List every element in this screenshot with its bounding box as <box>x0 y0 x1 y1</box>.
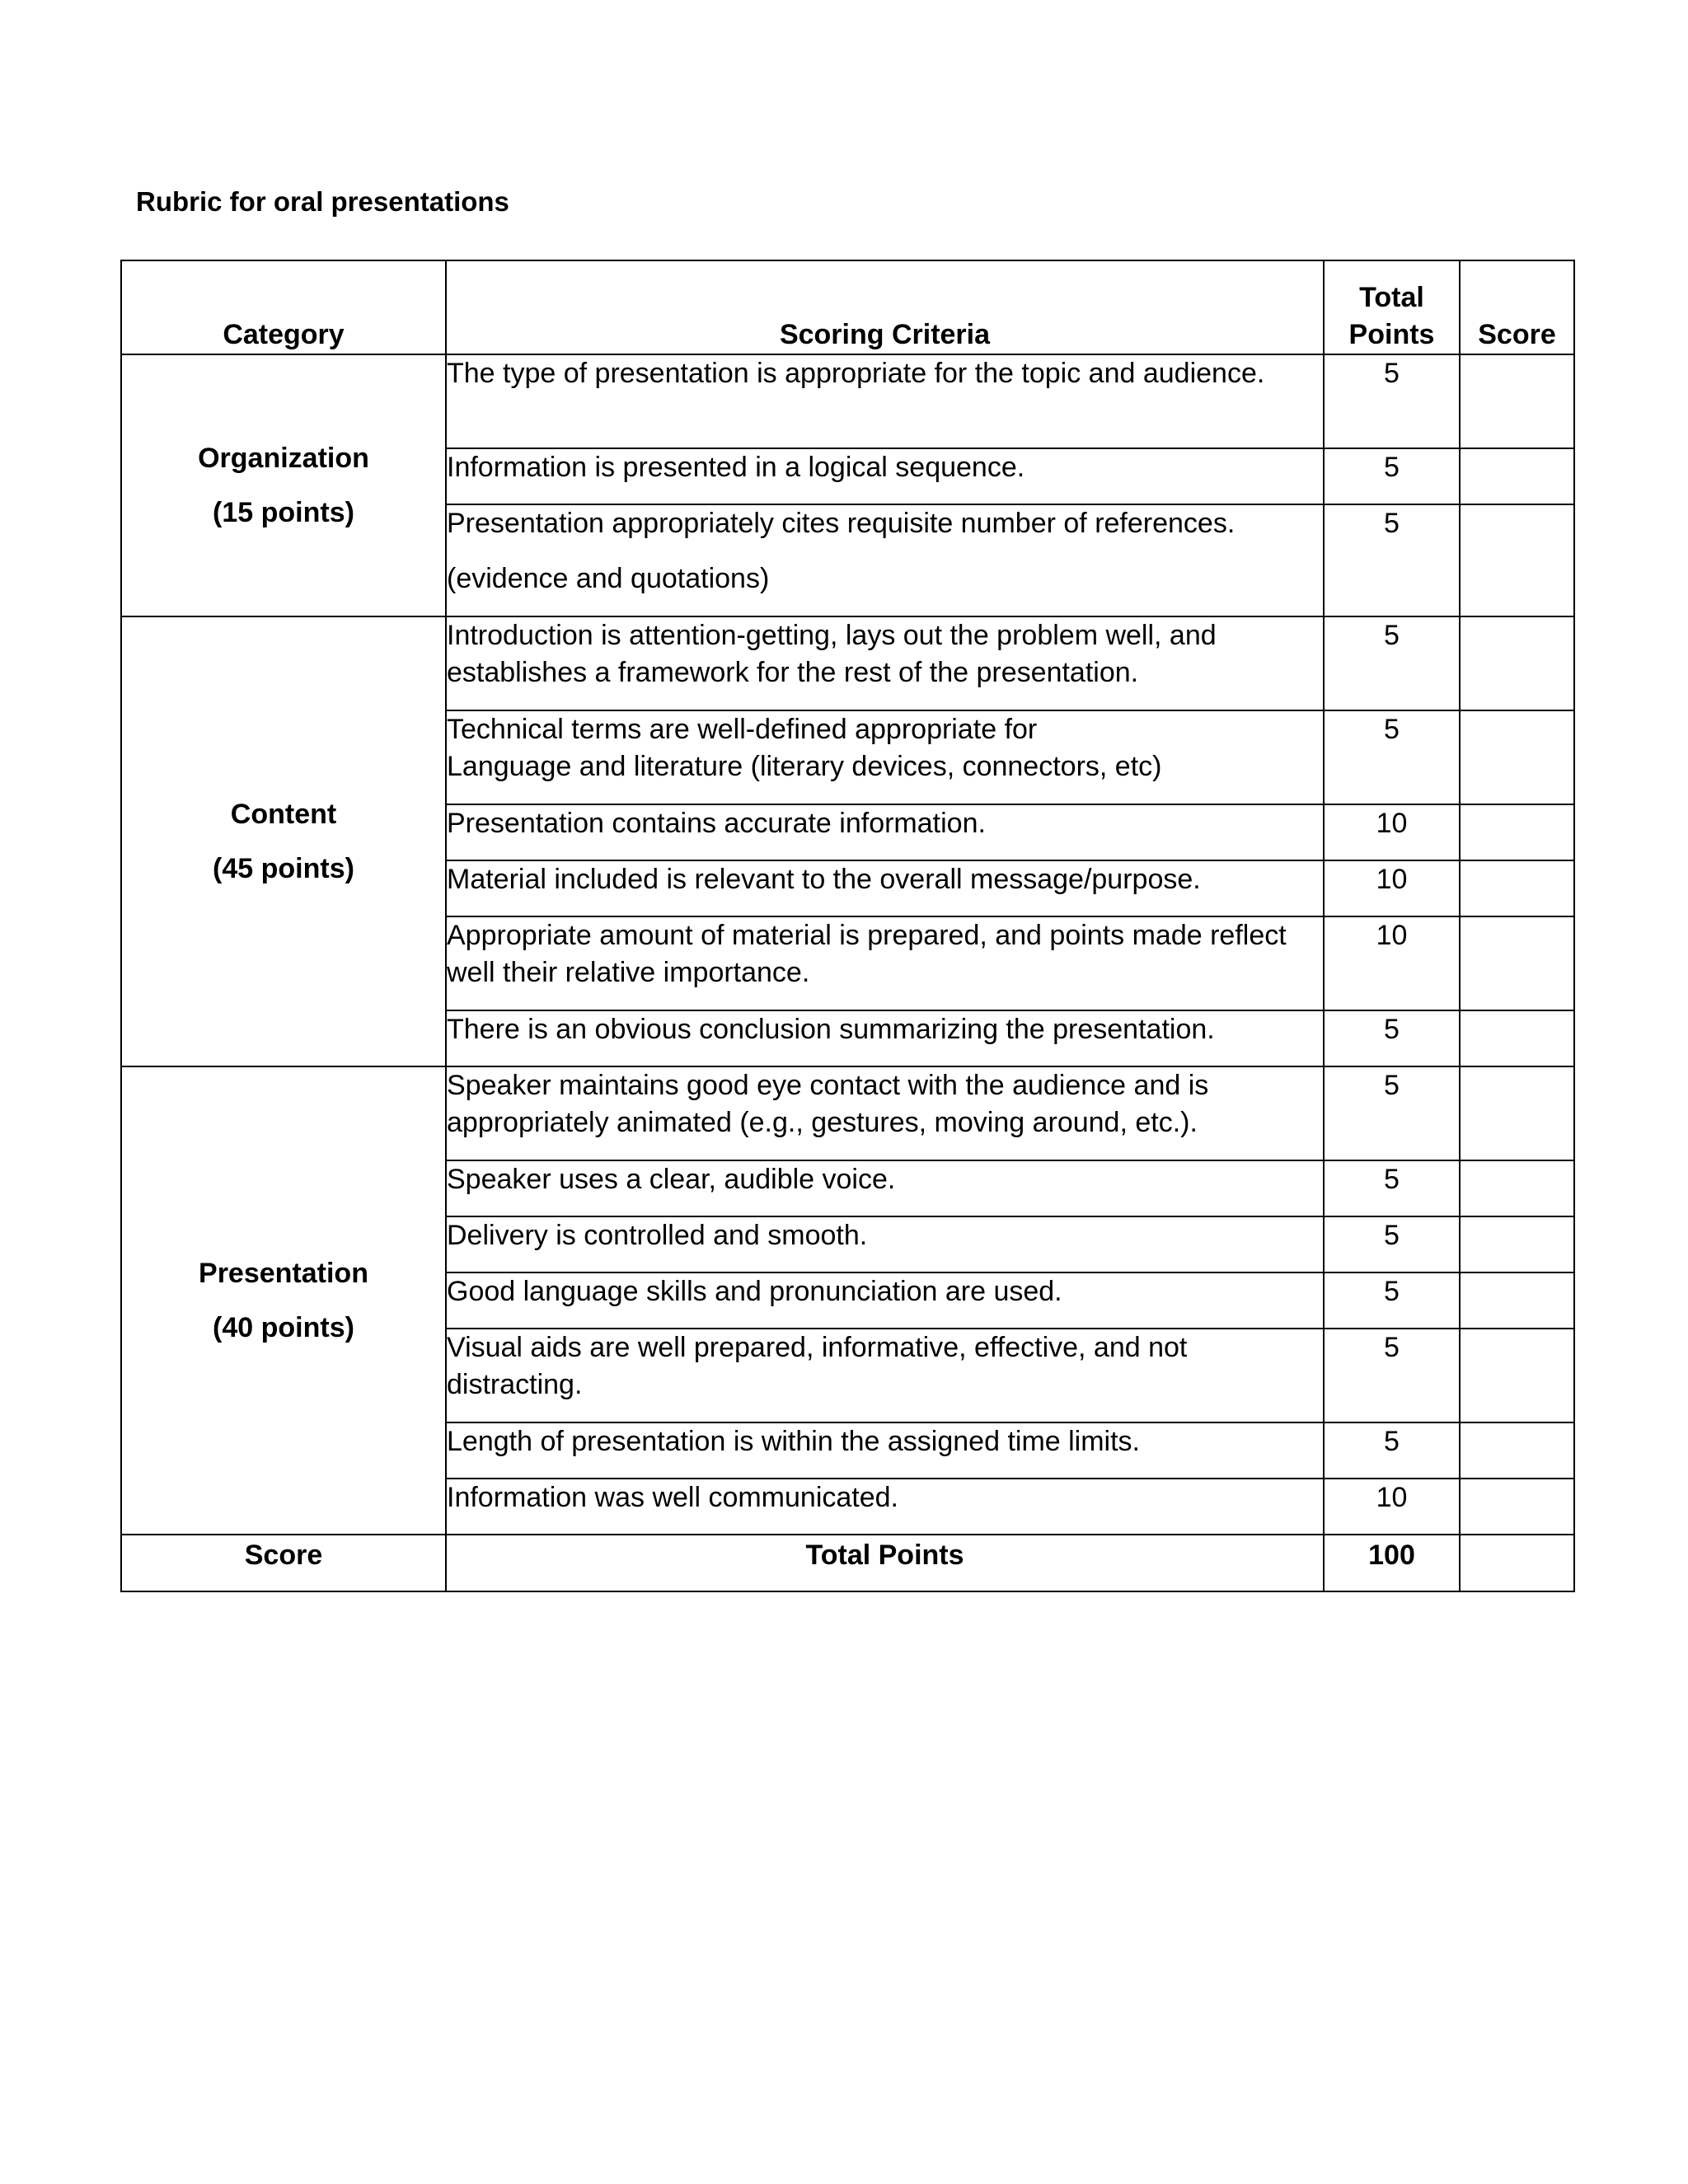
total-score-cell[interactable] <box>1460 1535 1574 1591</box>
points-cell: 10 <box>1324 804 1460 860</box>
header-score: Score <box>1460 260 1574 354</box>
score-cell[interactable] <box>1460 1329 1574 1422</box>
criteria-cell <box>446 504 1324 616</box>
points-cell: 5 <box>1324 448 1460 504</box>
table-row <box>121 616 1574 710</box>
criteria-cell: The type of presentation is appropriate for the topic and audience. <box>446 354 1324 448</box>
category-points: (40 points) <box>213 1312 354 1343</box>
header-row <box>121 260 1574 354</box>
header-total-points-line2: Points <box>1348 319 1435 350</box>
criteria-cell: Material included is relevant to the overall message/purpose. <box>446 860 1324 916</box>
points-cell: 5 <box>1324 1216 1460 1272</box>
score-cell[interactable] <box>1460 354 1574 448</box>
criteria-cell: Speaker maintains good eye contact with the audience and is appropriately animated (e.g., gestures, moving around, etc.). <box>446 1066 1324 1160</box>
score-cell[interactable] <box>1460 1160 1574 1216</box>
score-cell[interactable] <box>1460 916 1574 1010</box>
criteria-note: (evidence and quotations) <box>447 563 770 594</box>
category-presentation <box>121 1066 446 1535</box>
points-cell: 10 <box>1324 860 1460 916</box>
score-cell[interactable] <box>1460 710 1574 804</box>
header-scoring-criteria: Scoring Criteria <box>446 260 1324 354</box>
category-points: (45 points) <box>213 853 354 884</box>
criteria-text-line1: Technical terms are well-defined appropriate for <box>447 714 1038 745</box>
criteria-cell: Information was well communicated. <box>446 1479 1324 1535</box>
points-cell: 10 <box>1324 1479 1460 1535</box>
points-cell: 5 <box>1324 1272 1460 1329</box>
criteria-cell: Speaker uses a clear, audible voice. <box>446 1160 1324 1216</box>
score-cell[interactable] <box>1460 860 1574 916</box>
points-cell: 5 <box>1324 1066 1460 1160</box>
score-cell[interactable] <box>1460 616 1574 710</box>
points-cell: 5 <box>1324 616 1460 710</box>
points-cell: 5 <box>1324 710 1460 804</box>
points-cell: 5 <box>1324 354 1460 448</box>
score-cell[interactable] <box>1460 1066 1574 1160</box>
category-name: Organization <box>198 443 369 474</box>
score-cell[interactable] <box>1460 1216 1574 1272</box>
document-title: Rubric for oral presentations <box>136 186 509 217</box>
criteria-text: Presentation appropriately cites requisite number of references. <box>447 508 1236 539</box>
rubric-table <box>120 260 1575 1592</box>
criteria-cell: Appropriate amount of material is prepared, and points made reflect well their relative importance. <box>446 916 1324 1010</box>
category-points: (15 points) <box>213 497 354 528</box>
score-cell[interactable] <box>1460 504 1574 616</box>
points-cell: 5 <box>1324 1422 1460 1479</box>
criteria-cell: Information is presented in a logical sequence. <box>446 448 1324 504</box>
points-cell: 5 <box>1324 1160 1460 1216</box>
points-cell: 5 <box>1324 504 1460 616</box>
footer-total-value: 100 <box>1324 1535 1460 1591</box>
points-cell: 10 <box>1324 916 1460 1010</box>
criteria-cell: Visual aids are well prepared, informative, effective, and not distracting. <box>446 1329 1324 1422</box>
criteria-text-line2: Language and literature (literary devices, connectors, etc) <box>447 751 1162 782</box>
criteria-cell: Introduction is attention-getting, lays out the problem well, and establishes a framework for the rest of the presentation. <box>446 616 1324 710</box>
footer-score-label: Score <box>121 1535 446 1591</box>
category-organization <box>121 354 446 616</box>
score-cell[interactable] <box>1460 1479 1574 1535</box>
points-cell: 5 <box>1324 1010 1460 1066</box>
criteria-cell: Length of presentation is within the assigned time limits. <box>446 1422 1324 1479</box>
score-cell[interactable] <box>1460 1422 1574 1479</box>
category-name: Presentation <box>199 1258 368 1289</box>
category-name: Content <box>230 799 337 830</box>
score-cell[interactable] <box>1460 1272 1574 1329</box>
header-total-points <box>1324 260 1460 354</box>
total-row <box>121 1535 1574 1591</box>
table-row <box>121 354 1574 448</box>
header-total-points-line1: Total <box>1359 282 1424 313</box>
score-cell[interactable] <box>1460 448 1574 504</box>
score-cell[interactable] <box>1460 1010 1574 1066</box>
criteria-cell: There is an obvious conclusion summarizing the presentation. <box>446 1010 1324 1066</box>
points-cell: 5 <box>1324 1329 1460 1422</box>
category-content <box>121 616 446 1066</box>
header-category: Category <box>121 260 446 354</box>
criteria-cell <box>446 710 1324 804</box>
footer-total-points-label: Total Points <box>446 1535 1324 1591</box>
criteria-cell: Presentation contains accurate information. <box>446 804 1324 860</box>
table-row <box>121 1066 1574 1160</box>
criteria-cell: Good language skills and pronunciation are used. <box>446 1272 1324 1329</box>
score-cell[interactable] <box>1460 804 1574 860</box>
criteria-cell: Delivery is controlled and smooth. <box>446 1216 1324 1272</box>
